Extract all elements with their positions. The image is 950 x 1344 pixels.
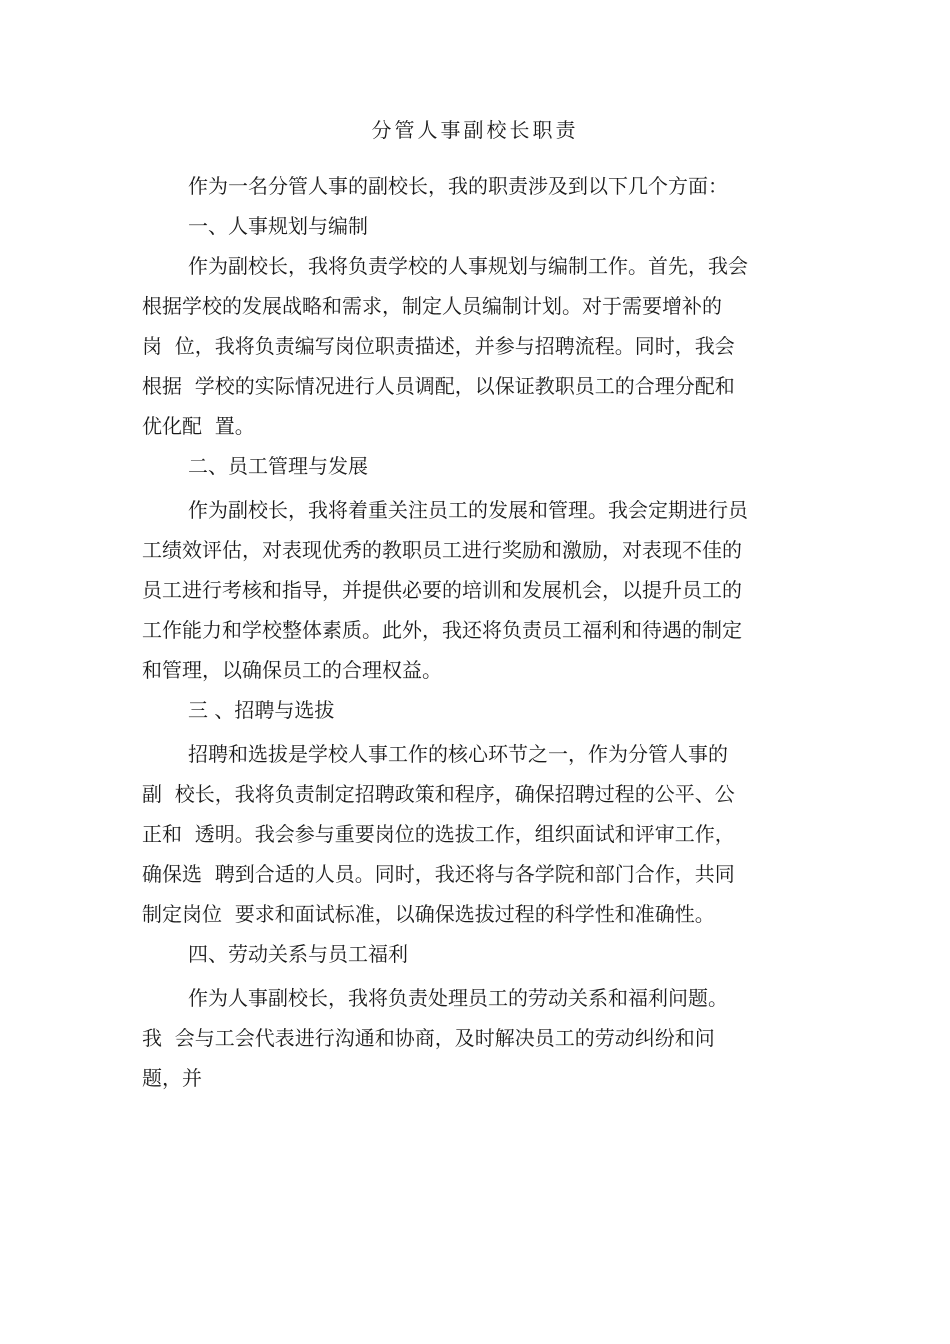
- paragraph-line: 工绩效评估，对表现优秀的教职员工进行奖励和激励，对表现不佳的: [142, 538, 742, 562]
- paragraph-line: 副 校长，我将负责制定招聘政策和程序，确保招聘过程的公平、公: [142, 782, 735, 806]
- section-heading-4: 四、劳动关系与员工福利: [188, 942, 408, 966]
- paragraph-line: 确保选 聘到合适的人员。同时，我还将与各学院和部门合作，共同: [142, 862, 735, 886]
- paragraph-line: 优化配 置。: [142, 414, 255, 438]
- paragraph-line: 制定岗位 要求和面试标准，以确保选拔过程的科学性和准确性。: [142, 902, 715, 926]
- paragraph-line: 招聘和选拔是学校人事工作的核心环节之一，作为分管人事的: [188, 742, 728, 766]
- paragraph-line: 正和 透明。我会参与重要岗位的选拔工作，组织面试和评审工作，: [142, 822, 735, 846]
- section-heading-3: 三 、招聘与选拔: [188, 698, 335, 722]
- paragraph-line: 我 会与工会代表进行沟通和协商，及时解决员工的劳动纠纷和问: [142, 1026, 715, 1050]
- section-heading-1: 一、人事规划与编制: [188, 214, 368, 238]
- paragraph-line: 工作能力和学校整体素质。此外，我还将负责员工福利和待遇的制定: [142, 618, 742, 642]
- paragraph-line: 根据 学校的实际情况进行人员调配，以保证教职员工的合理分配和: [142, 374, 735, 398]
- document-title: 分管人事副校长职责: [371, 118, 579, 142]
- paragraph-line: 根据学校的发展战略和需求，制定人员编制计划。对于需要增补的: [142, 294, 722, 318]
- paragraph-line: 岗 位，我将负责编写岗位职责描述，并参与招聘流程。同时，我会: [142, 334, 735, 358]
- paragraph-line: 作为副校长，我将着重关注员工的发展和管理。我会定期进行员: [188, 498, 748, 522]
- paragraph-line: 员工进行考核和指导，并提供必要的培训和发展机会，以提升员工的: [142, 578, 742, 602]
- paragraph-line: 题，并: [142, 1066, 202, 1090]
- paragraph-line: 作为副校长，我将负责学校的人事规划与编制工作。首先，我会: [188, 254, 748, 278]
- paragraph-line: 和管理，以确保员工的合理权益。: [142, 658, 442, 682]
- intro-line: 作为一名分管人事的副校长，我的职责涉及到以下几个方面：: [188, 174, 728, 198]
- section-heading-2: 二、员工管理与发展: [188, 454, 368, 478]
- paragraph-line: 作为人事副校长，我将负责处理员工的劳动关系和福利问题。: [188, 986, 728, 1010]
